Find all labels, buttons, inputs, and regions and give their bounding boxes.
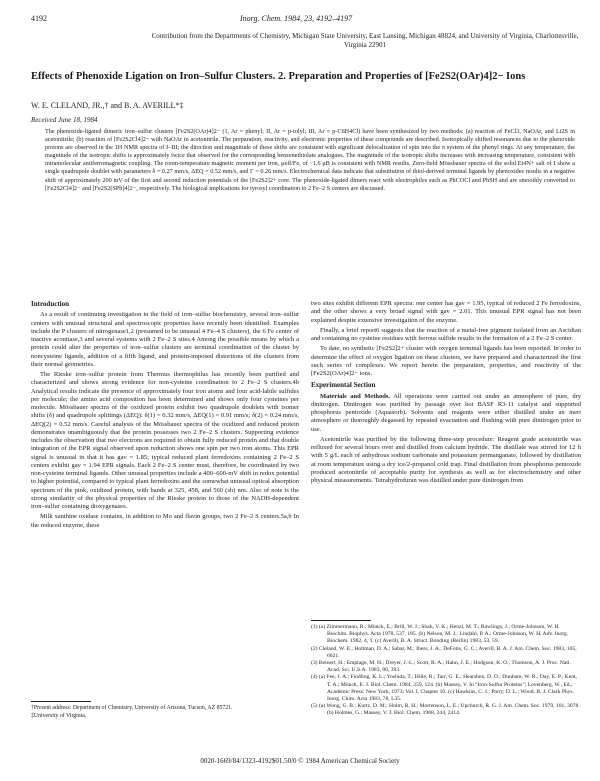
copyright-footer: 0020-1669/84/1323-4192$01.50/0 © 1984 American Chemical Society xyxy=(200,757,400,765)
footnote-item: ‡University of Virginia. xyxy=(31,712,87,719)
materials-paragraph xyxy=(311,393,581,434)
journal-citation: Inorg. Chem. 1984, 23, 4192–4197 xyxy=(240,14,353,23)
authors: W. E. CLELAND, JR.,† and B. A. AVERILL*‡ xyxy=(31,101,184,110)
reference-item: (4) (a) Fee, J. A.; Findling, K. L.; Yoshida, T.; Hille, R.; Tarr, G. E.; Hearshen, D. O.; Dunham, W. R.; Day, E. P.; Kent, T. A.; Münck, E. J. Biol. Chem. 1984, 259, 124. (b) Massey, V. In "Iron-Sulfur Proteins"; Lovenberg, W., Ed.; Academic Press: New York, 1973; Vol. I, Chapter 10. (c) Hawkins, C. J.; Parry, D. L.; Wood, B. J. Clark Phys. Inorg. Chim. Acta 1983, 78, L35. xyxy=(311,674,577,703)
right-column xyxy=(311,300,581,487)
footnote-divider xyxy=(31,701,91,702)
section-heading-experimental: Experimental Section xyxy=(311,381,376,390)
materials-lead: Materials and Methods. xyxy=(320,392,391,400)
intro-paragraph-1: As a result of continuing investigation in the field of iron–sulfur biochemistry, several iron–sulfur centers with unusual structural and spectroscopic properties have recently been identified. Examples include the P clusters of nitrogenase1,2 (presumed to be unusual 4 Fe–4 S clusters), the 6 Fe center of inactive aconitase,3 and several systems with 2 Fe–2 S sites.4 Among the possible means by which a protein could alter the properties of iron–sulfur clusters are terminal coordination of the cluster by noncysteine ligands, addition of a fifth ligand, and protein-imposed distortions of the clusters from their normal geometries. xyxy=(31,311,299,368)
contribution-line: Contribution from the Departments of Chemistry, Michigan State University, East Lansing, Michigan 48824, and University of Virginia, Charlottesville, Virginia 22901 xyxy=(151,32,579,49)
reference-item: (3) Beinert, H.; Emptage, M. H.; Dreyer, J.-L.; Scott, R. A.; Hahn, J. E.; Hodgson, K. O.; Thomson, A. J. Proc. Natl. Acad. Sci. U.S.A. 1983, 80, 393. xyxy=(311,660,571,674)
footnotes xyxy=(31,705,299,720)
reference-item: (2) Cleland, W. E.; Holtman, D. A.; Sabat, M.; Ibers, J. A.; DeFotis, G. C.; Averill, B. A. J. Am. Chem. Soc. 1983, 105, 6021. xyxy=(311,645,577,659)
page-number: 4192 xyxy=(31,14,47,23)
acetonitrile-paragraph: Acetonitrile was purified by the following three-step procedure: Reagent grade acetonitrile was refluxed for several hours over and distilled from calcium hydride. The distillate was stirred for 12 h with 5 g/L each of anhydrous sodium carbonate and potassium permanganate, followed by distillation at room temperature using a dry ice/2-propanol cold trap. Final distillation from phosphorus pentoxide produced acetonitrile of acceptable purity for synthesis as well as for electrochemistry and other physical measurements. Tetrahydrofuran was distilled under pure dinitrogen from xyxy=(311,435,581,484)
left-column xyxy=(31,300,299,532)
right-paragraph-3: To date, no synthetic [Fe2S2]2+ cluster with oxygen terminal ligands has been reported. In order to determine the effect of oxygen ligation on these clusters, we have prepared and characterized the first such series of complexes. We report herein the preparation, properties, and reactivity of the [Fe2S2(OAr)4]2− ions. xyxy=(311,345,581,377)
references-divider xyxy=(311,620,371,621)
received-date: Received June 18, 1984 xyxy=(31,116,98,124)
abstract: The phenoxide-ligated dimeric iron–sulfur clusters [Fe2S2(OAr)4]2− (1, Ar = phenyl; II, Ar = p-tolyl; III, Ar = p-C6H4Cl) have been synthesized by two methods: (a) reaction of FeCl3, NaOAr, and Li2S in acetonitrile; (b) reaction of [Fe2S2Cl4]2− with NaOAr in acetonitrile. The preparation, reactivity, and electronic properties of these compounds are described. Isotropically shifted resonances due to the phenoxide protons are observed in the 1H NMR spectra of I–III; the direction and magnitude of these shifts are consistent with significant delocalization of spin into the π system of the phenyl rings. At any temperature, the magnitude of the isotropic shifts is approximately twice that observed for the corresponding benzenethiolate analogues. The magnitude of the isotropic shifts increases with increasing temperature, consistent with intramolecular antiferromagnetic coupling. The room-temperature magnetic moment per iron, μeff/Fe, of ~1.6 μB is consistent with NMR results. Zero-field Mössbauer spectra of the solid Et4N+ salt of I show a single quadrupole doublet with parameters δ = 0.27 mm/s, ΔEQ = 0.52 mm/s, and Γ = 0.26 mm/s. Electrochemical data indicate that substitution of thiol-derived terminal ligands by phenoxides results in a negative shift of approximately 200 mV of the first and second reduction potentials of the [Fe2S2]2+ core. The phenoxide-ligated dimers react with electrophiles such as PhCOCl and PhSH and are smoothly converted to [Fe2S2Cl4]2− and [Fe2S2(SPh)4]2−, respectively. The biological implications for tyrosyl coordination to 2 Fe–2 S centers are discussed. xyxy=(45,128,575,192)
footnote-item: †Present address: Department of Chemistry, University of Arizona, Tucson, AZ 85721. xyxy=(31,705,233,711)
reference-item: (5) (a) Wong, G. B.; Kurtz, D. M.; Holm, R. H.; Mortenson, L. E.; Upchurch, R. G. J. Am. Chem. Soc. 1979, 101, 3078. (b) Holmes, G.; Massey, V. J. Biol. Chem. 1968, 244, 2414. xyxy=(311,703,580,717)
intro-paragraph-3: Milk xanthine oxidase contains, in addition to Mo and flavin groups, two 2 Fe–2 S centers.5a,b In the reduced enzyme, these xyxy=(31,513,299,529)
right-paragraph-1: two sites exhibit different EPR spectra: one center has gav = 1.95, typical of reduced 2 Fe ferredoxins, and the other shows a very broad signal with gav = 2.01. This unusual EPR signal has not been explained despite extensive investigation of the enzyme. xyxy=(311,300,581,324)
right-paragraph-2: Finally, a brief report6 suggests that the reaction of a metal-free pigment isolated from an Ascidian and containing no cysteine residues with ferrous sulfide results in the formation of a 2 Fe–2 S center. xyxy=(311,326,581,342)
reference-item: (1) (a) Zimmermann, R.; Münck, E.; Brill, W. J.; Shah, V. K.; Henzl, M. T.; Rawlings, J.; Orme-Johnson, W. H. Biochim. Biophys. Acta 1978, 537, 185. (b) Nelson, M. J.; Lindahl, P. A.; Orme-Johnson, W. H. Adv. Inorg. Biochem. 1982, 4, 1. (c) Averill, B. A. Struct. Bonding (Berlin) 1983, 53, 59. xyxy=(311,624,569,645)
materials-text: All operations were carried out under an atmosphere of pure, dry dinitrogen. Dinitrogen was purified by passage over hot BASF R3-11 catalyst and supported phosphorus pentoxide (Aquasorb). Solvents and reagents were either distilled under an inert atmosphere or thoroughly degassed by repeated evacuation and flushing with pure dinitrogen prior to use. xyxy=(311,392,581,433)
references xyxy=(311,624,581,718)
intro-paragraph-2: The Rieske iron–sulfur protein from Thermus thermophilus has recently been purified and characterized and shows strong evidence for non-cysteine coordination to 2 Fe–2 S clusters.4b Analytical results indicate the presence of approximately four iron atoms and four acid-labile sulfides per molecule; the amino acid composition has been determined and shows only four cysteines per molecule. Mössbauer spectra of the oxidized protein exhibit two quadrupole doublets with isomer shifts (δ) and quadrupole splittings (ΔEQ): δ(1) = 0.32 mm/s, ΔEQ(1) = 0.91 mm/s; δ(2) = 0.24 mm/s, ΔEQ(2) = 0.52 mm/s. Careful analysis of the Mössbauer spectra of the oxidized and reduced protein demonstrates unambiguously that the protein possesses two 2 Fe–2 S clusters. Supporting evidence includes the observation that two electrons are required to obtain fully reduced protein and that double integration of the EPR signal observed upon reduction shows one spin per two iron atoms. This EPR signal is unusual in that it has gav = 1.85; typical reduced plant ferredoxins containing 2 Fe–2 S centers exhibit gav = 1.94 EPR signals. Each 2 Fe–2 S center must, therefore, be coordinated by two non-cysteine terminal ligands. Other unusual properties include a 400–600-mV shift in redox potential to higher potential, compared to typical plant ferredoxins and the somewhat unusual optical absorption spectrum of the pink, oxidized protein, with bands at 325, 458, and 560 (sh) nm. Also of note is the strong similarity of the physical properties of the Rieske protein to those of the NADH-dependent iron–sulfur containing dioxygenases. xyxy=(31,371,299,510)
section-heading-introduction: Introduction xyxy=(31,300,69,308)
article-title: Effects of Phenoxide Ligation on Iron–Sulfur Clusters. 2. Preparation and Properties of [Fe2S2(OAr)4]2− Ions xyxy=(31,71,526,82)
